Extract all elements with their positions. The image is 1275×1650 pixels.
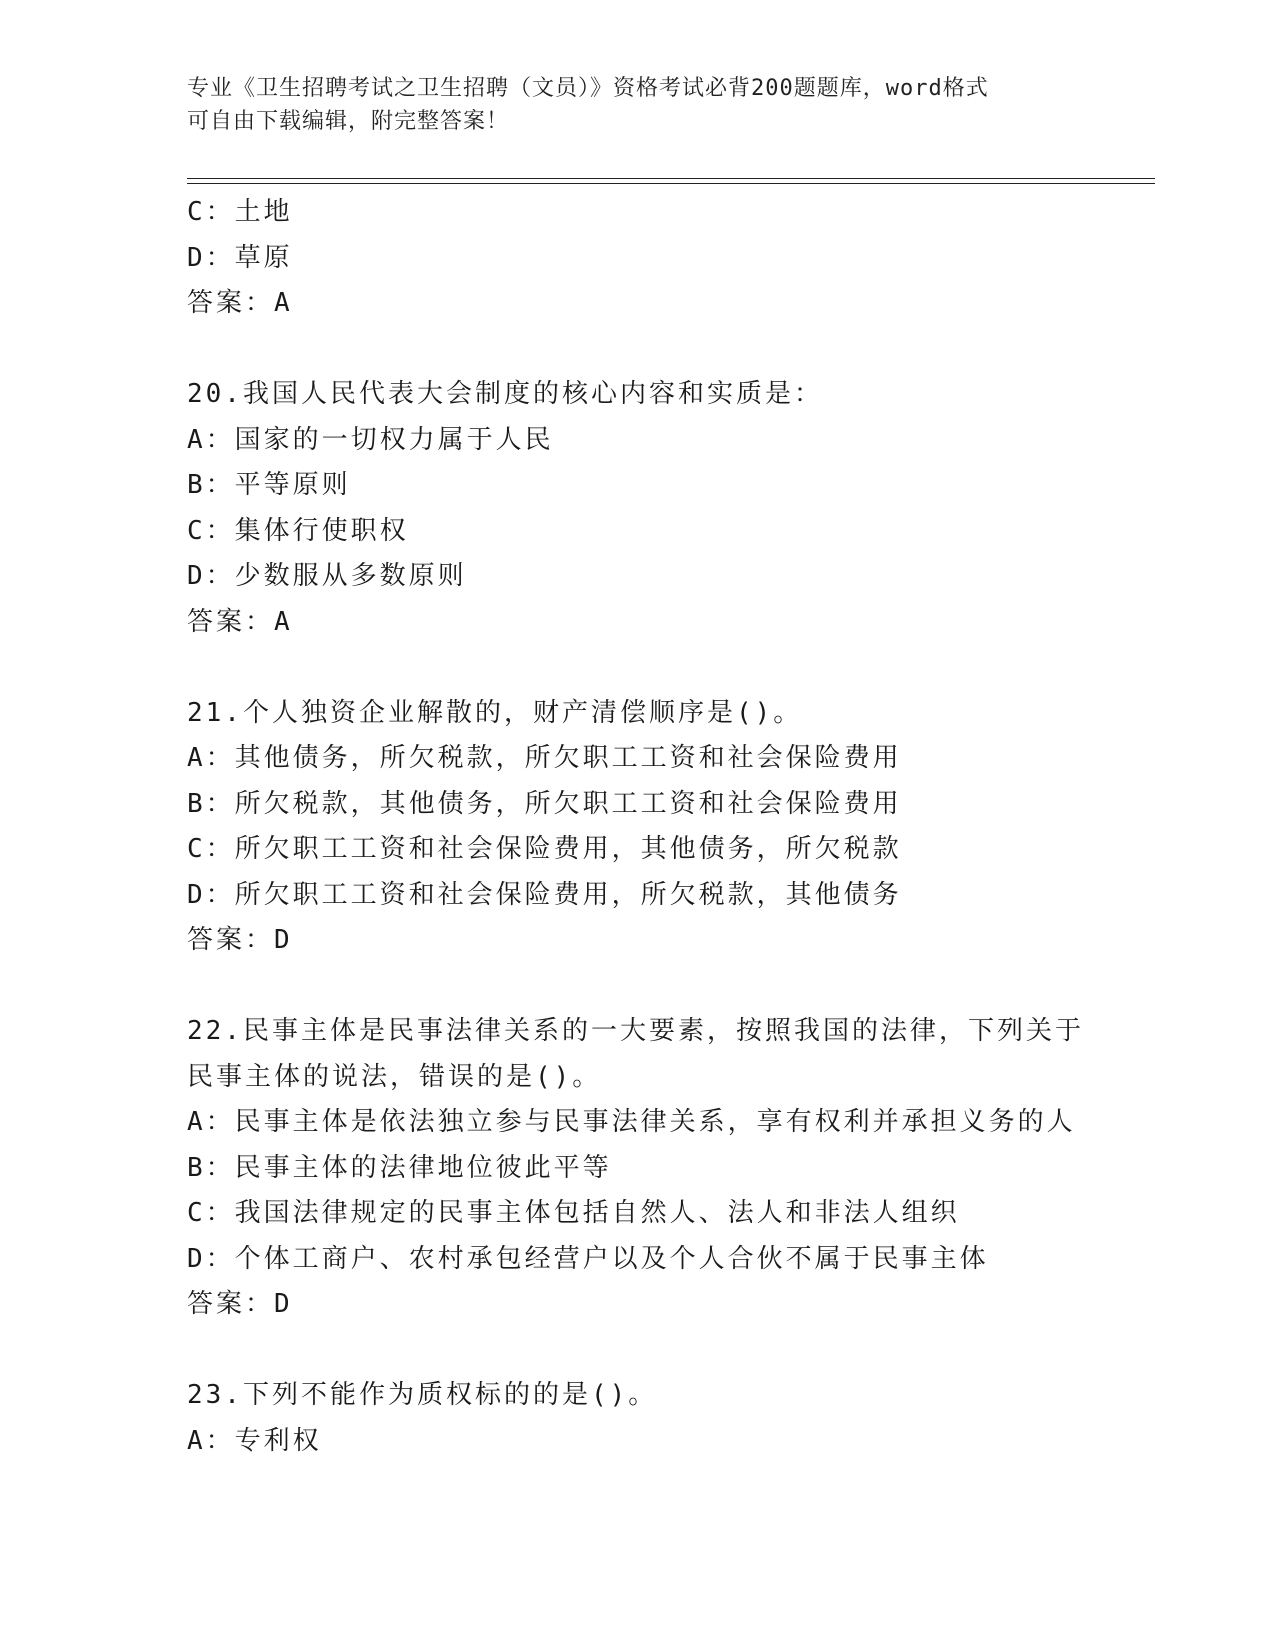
question-21-option-c: C：所欠职工工资和社会保险费用，其他债务，所欠税款	[187, 834, 902, 864]
question-21	[187, 691, 1087, 964]
spacer	[187, 1328, 1087, 1374]
header-divider-bottom	[187, 183, 1155, 184]
question-19	[187, 190, 1087, 327]
question-21-answer: 答案：D	[187, 925, 293, 955]
question-20-answer: 答案：A	[187, 606, 293, 637]
header-line-2: 可自由下载编辑，附完整答案！	[187, 109, 510, 134]
question-20-option-d: D：少数服从多数原则	[187, 561, 467, 591]
question-22-option-c: C：我国法律规定的民事主体包括自然人、法人和非法人组织	[187, 1198, 960, 1228]
question-21-option-a: A：其他债务，所欠税款，所欠职工工资和社会保险费用	[187, 743, 902, 773]
question-22-option-b: B：民事主体的法律地位彼此平等	[187, 1152, 612, 1183]
question-21-option-b: B：所欠税款，其他债务，所欠职工工资和社会保险费用	[187, 788, 902, 819]
question-22	[187, 1009, 1087, 1328]
header-divider-top	[187, 178, 1155, 179]
question-23-stem: 23.下列不能作为质权标的的是()。	[187, 1380, 658, 1410]
spacer	[187, 964, 1087, 1010]
question-23-option-a: A：专利权	[187, 1425, 322, 1456]
question-19-answer: 答案：A	[187, 288, 293, 318]
question-20-option-b: B：平等原则	[187, 470, 351, 500]
header-line-1: 专业《卫生招聘考试之卫生招聘（文员）》资格考试必背200题题库，word格式	[187, 76, 989, 101]
question-23	[187, 1373, 1087, 1464]
question-20-option-a: A：国家的一切权力属于人民	[187, 424, 554, 455]
question-21-option-d: D：所欠职工工资和社会保险费用，所欠税款，其他债务	[187, 879, 902, 910]
question-19-option-d: D：草原	[187, 242, 293, 273]
document-header	[187, 72, 1087, 138]
document-body	[187, 190, 1087, 1464]
question-22-stem-line-1: 22.民事主体是民事法律关系的一大要素，按照我国的法律，下列关于	[187, 1016, 1084, 1046]
spacer	[187, 327, 1087, 373]
question-21-stem: 21.个人独资企业解散的，财产清偿顺序是()。	[187, 697, 803, 728]
question-19-option-c: C：土地	[187, 197, 293, 227]
question-20	[187, 372, 1087, 645]
question-22-option-a: A：民事主体是依法独立参与民事法律关系，享有权利并承担义务的人	[187, 1107, 1076, 1137]
spacer	[187, 645, 1087, 691]
question-22-stem-line-2: 民事主体的说法，错误的是()。	[187, 1061, 602, 1092]
question-20-stem: 20.我国人民代表大会制度的核心内容和实质是：	[187, 379, 823, 409]
question-20-option-c: C：集体行使职权	[187, 515, 409, 546]
question-22-option-d: D：个体工商户、农村承包经营户以及个人合伙不属于民事主体	[187, 1243, 989, 1274]
question-22-answer: 答案：D	[187, 1289, 293, 1319]
